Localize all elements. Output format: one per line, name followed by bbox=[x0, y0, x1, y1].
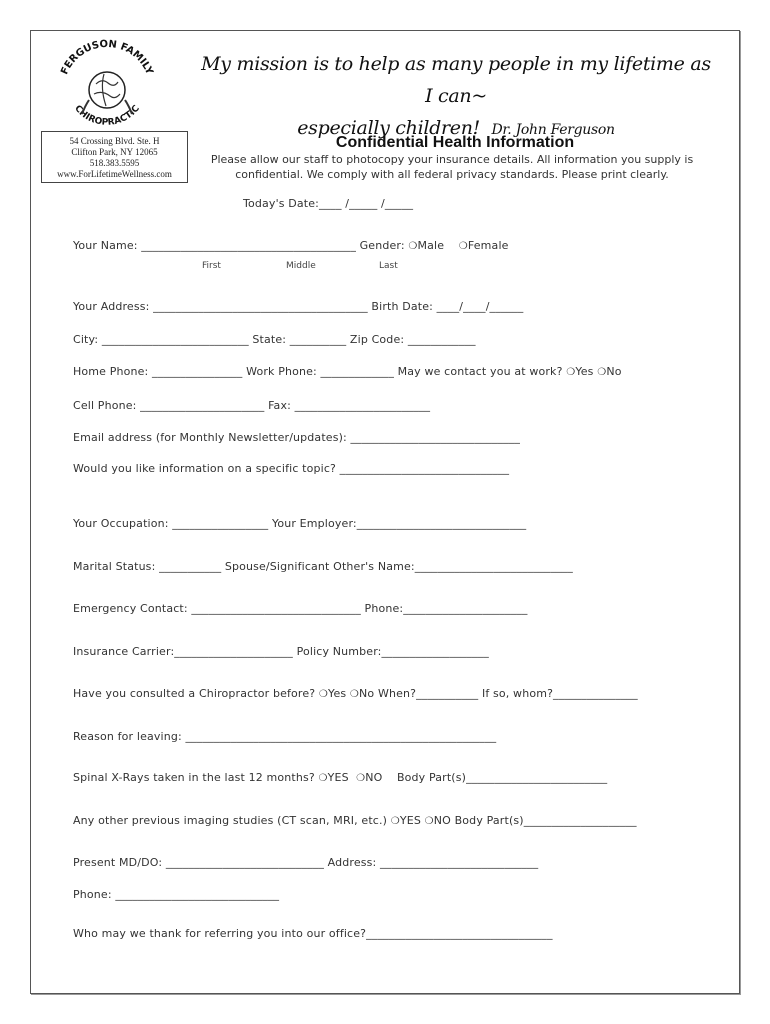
imaging-question: Any other previous imaging studies (CT scan, MRI, etc.) bbox=[73, 814, 388, 827]
name-row bbox=[73, 239, 509, 252]
referral-row[interactable]: Who may we thank for referring you into our office?_________________________________ bbox=[73, 927, 553, 940]
clinic-address-box bbox=[41, 131, 188, 183]
form-intro-line-1: Please allow our staff to photocopy your insurance details. All information you supply is bbox=[210, 153, 694, 166]
phone-row bbox=[73, 365, 622, 378]
name-sub-middle: Middle bbox=[286, 261, 316, 271]
contact-work-yes-radio-icon[interactable]: ❍ bbox=[566, 367, 576, 378]
marital-row[interactable]: Marital Status: ___________ Spouse/Significant Other's Name:____________________________ bbox=[73, 560, 573, 573]
mission-line-1: My mission is to help as many people in my lifetime as I can~ bbox=[201, 53, 711, 107]
xray-row bbox=[73, 771, 607, 784]
imaging-row bbox=[73, 814, 637, 827]
chiro-yes-radio-icon[interactable]: ❍ bbox=[318, 689, 329, 700]
home-work-phone-field[interactable]: Home Phone: ________________ Work Phone: _____________ May we contact you at work? bbox=[73, 365, 563, 378]
chiro-no-label: No bbox=[359, 687, 375, 700]
form-intro-line-2: confidential. We comply with all federal privacy standards. Please print clearly. bbox=[235, 168, 669, 181]
gender-female-radio-icon[interactable]: ❍ bbox=[458, 241, 468, 252]
reason-row[interactable]: Reason for leaving: _______________________________________________________ bbox=[73, 730, 497, 743]
imaging-no-label: NO bbox=[433, 814, 451, 827]
contact-work-no-label: No bbox=[606, 365, 622, 378]
name-sub-first: First bbox=[202, 261, 221, 271]
chiro-row bbox=[73, 687, 638, 700]
chiro-question: Have you consulted a Chiropractor before? bbox=[73, 687, 316, 700]
clinic-street: 54 Crossing Blvd. Ste. H bbox=[69, 136, 160, 146]
clinic-logo bbox=[52, 38, 162, 136]
md-row[interactable]: Present MD/DO: ____________________________ Address: ____________________________ bbox=[73, 856, 539, 869]
clinic-city: Clifton Park, NY 12065 bbox=[71, 147, 158, 157]
logo-bottom-text: CHIROPRACTIC bbox=[72, 103, 142, 128]
form-title: Confidential Health Information bbox=[335, 134, 575, 151]
clinic-phone: 518.383.5595 bbox=[89, 158, 140, 168]
xray-yes-radio-icon[interactable]: ❍ bbox=[318, 773, 328, 784]
imaging-body-part-field[interactable]: Body Part(s)____________________ bbox=[454, 814, 637, 827]
clinic-web: www.ForLifetimeWellness.com bbox=[57, 169, 172, 179]
gender-female-label: Female bbox=[467, 239, 509, 252]
gender-male-radio-icon[interactable]: ❍ bbox=[408, 241, 418, 252]
city-row[interactable]: City: __________________________ State: __________ Zip Code: ____________ bbox=[73, 333, 476, 346]
emergency-row[interactable]: Emergency Contact: ______________________________ Phone:______________________ bbox=[73, 602, 528, 615]
insurance-row[interactable]: Insurance Carrier:_____________________ Policy Number:___________________ bbox=[73, 645, 489, 658]
mission-author: Dr. John Ferguson bbox=[491, 122, 615, 138]
name-field[interactable]: Your Name: ______________________________________ Gender: bbox=[73, 239, 405, 252]
imaging-yes-label: YES bbox=[399, 814, 421, 827]
xray-yes-label: YES bbox=[327, 771, 349, 784]
md-phone-row[interactable]: Phone: _____________________________ bbox=[73, 888, 280, 901]
todays-date-field[interactable]: Today's Date:____ /_____ /_____ bbox=[243, 197, 414, 210]
logo-top-text: FERGUSON FAMILY bbox=[59, 38, 155, 77]
mission-line-2: especially children! bbox=[297, 117, 481, 139]
imaging-no-radio-icon[interactable]: ❍ bbox=[424, 816, 434, 827]
cell-fax-row[interactable]: Cell Phone: ______________________ Fax: ________________________ bbox=[73, 399, 431, 412]
form-intro bbox=[196, 152, 708, 182]
gender-male-label: Male bbox=[417, 239, 445, 252]
email-row[interactable]: Email address (for Monthly Newsletter/updates): ______________________________ bbox=[73, 431, 521, 444]
address-row[interactable]: Your Address: ______________________________________ Birth Date: ____/____/______ bbox=[73, 300, 524, 313]
contact-work-yes-label: Yes bbox=[575, 365, 594, 378]
xray-no-label: NO bbox=[365, 771, 383, 784]
xray-body-part-field[interactable]: Body Part(s)_________________________ bbox=[396, 771, 608, 784]
mission-statement bbox=[196, 48, 716, 146]
occupation-row[interactable]: Your Occupation: _________________ Your Employer:______________________________ bbox=[73, 517, 527, 530]
chiro-no-radio-icon[interactable]: ❍ bbox=[349, 689, 360, 700]
chiro-yes-label: Yes bbox=[328, 687, 347, 700]
xray-no-radio-icon[interactable]: ❍ bbox=[356, 773, 366, 784]
topic-row[interactable]: Would you like information on a specific topic? ______________________________ bbox=[73, 462, 510, 475]
name-sub-last: Last bbox=[379, 261, 398, 271]
imaging-yes-radio-icon[interactable]: ❍ bbox=[390, 816, 400, 827]
xray-question: Spinal X-Rays taken in the last 12 months? bbox=[73, 771, 315, 784]
globe-icon bbox=[89, 72, 125, 108]
contact-work-no-radio-icon[interactable]: ❍ bbox=[597, 367, 607, 378]
chiro-details-field[interactable]: When?___________ If so, whom?_______________ bbox=[377, 687, 638, 700]
